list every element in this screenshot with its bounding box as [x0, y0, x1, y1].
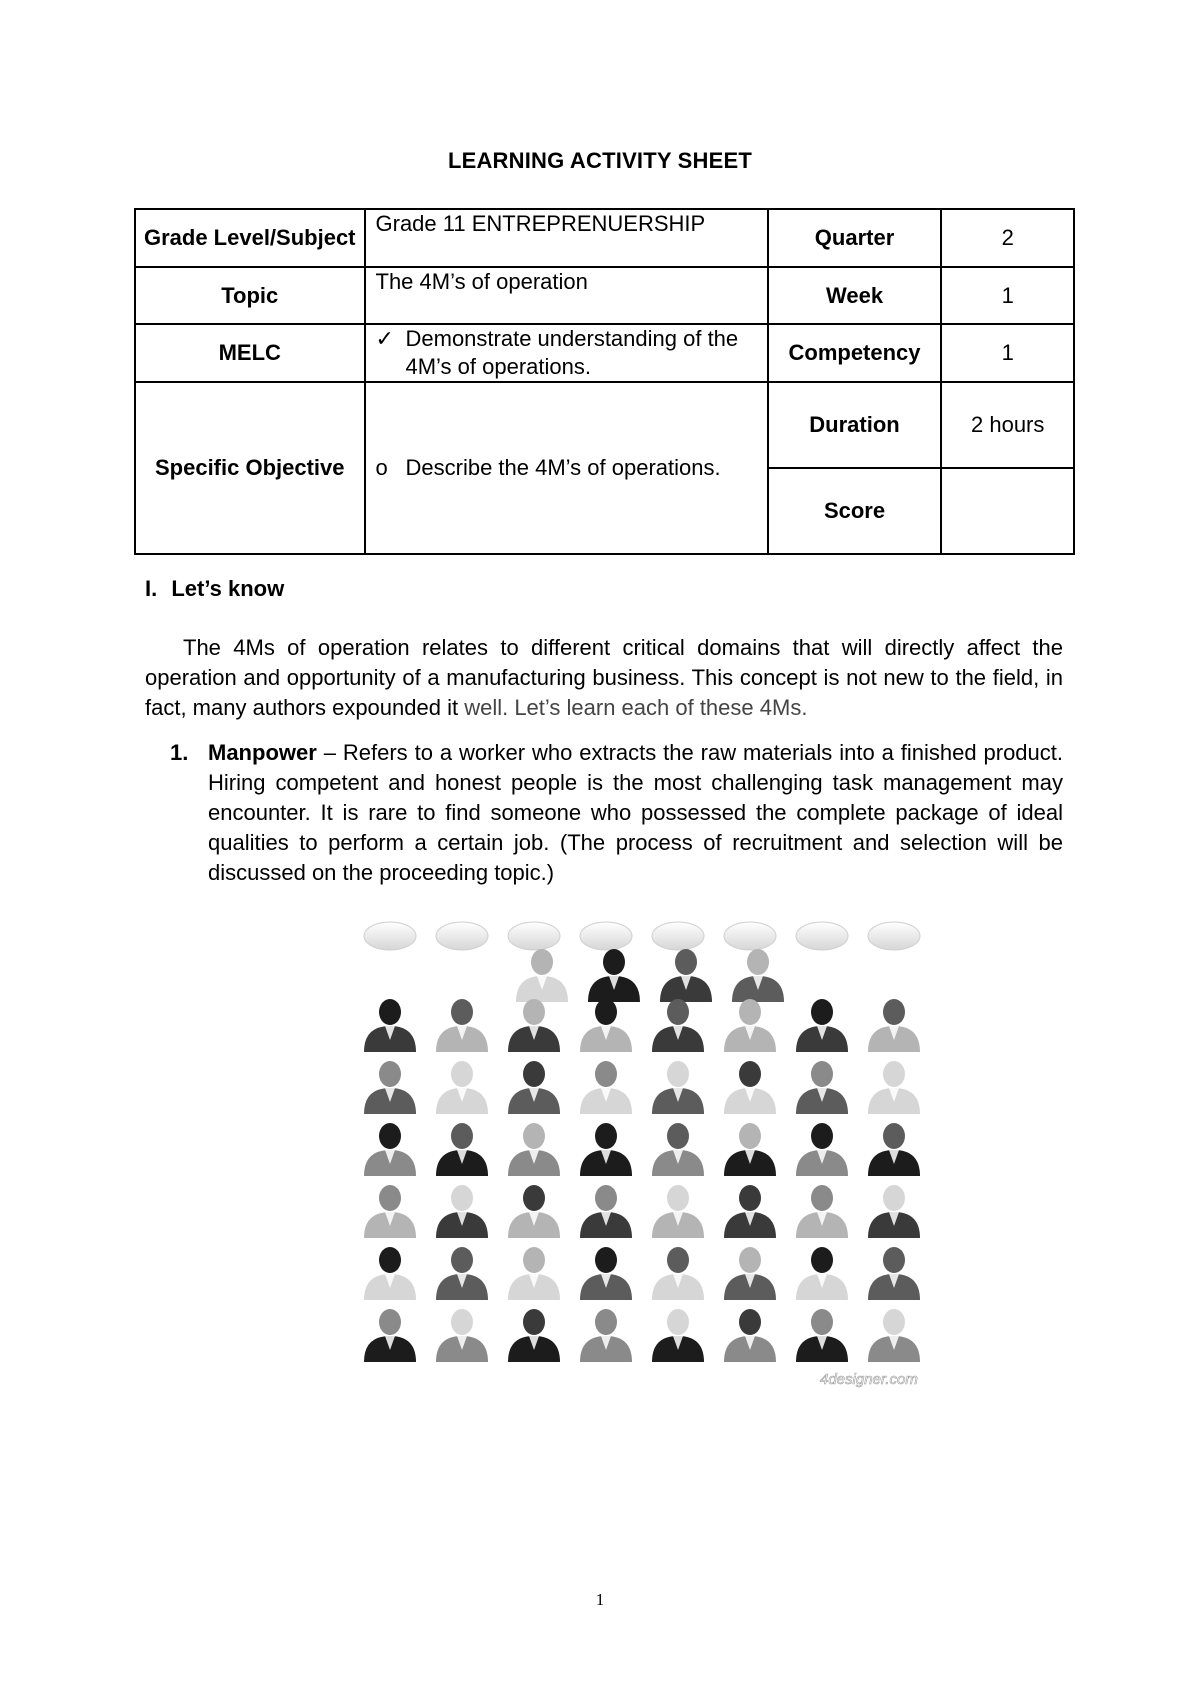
score-value [941, 468, 1074, 554]
speech-bubbles [364, 922, 920, 950]
manpower-illustration [350, 918, 932, 1396]
person-icon [508, 1185, 560, 1238]
person-icon [508, 1061, 560, 1114]
person-icon [436, 1247, 488, 1300]
quarter-value: 2 [941, 209, 1074, 267]
sheet-title: LEARNING ACTIVITY SHEET [447, 148, 753, 173]
person-icon [868, 1185, 920, 1238]
person-icon [868, 1247, 920, 1300]
person-icon [724, 999, 776, 1052]
person-icon [364, 999, 416, 1052]
topic-value: The 4M’s of operation [365, 267, 768, 324]
person-icon [652, 1123, 704, 1176]
person-icon [796, 999, 848, 1052]
person-icon [652, 999, 704, 1052]
person-icon [796, 1185, 848, 1238]
objective-cell [365, 382, 768, 554]
person-icon [652, 1185, 704, 1238]
speech-bubble-icon [868, 922, 920, 950]
score-label: Score [768, 468, 942, 554]
person-icon [364, 1247, 416, 1300]
speech-bubble-icon [724, 922, 776, 950]
grade-label: Grade Level/Subject [135, 209, 365, 267]
person-icon [796, 1123, 848, 1176]
person-icon [868, 1061, 920, 1114]
watermark-text: 4designer.com [820, 1371, 918, 1388]
person-icon [580, 1309, 632, 1362]
person-icon [508, 1247, 560, 1300]
person-icon [868, 1309, 920, 1362]
intro-paragraph [145, 633, 1063, 723]
competency-label: Competency [768, 324, 942, 382]
person-icon [508, 1123, 560, 1176]
section-number: I. [145, 576, 158, 601]
person-icon [364, 1061, 416, 1114]
quarter-label: Quarter [768, 209, 942, 267]
competency-value: 1 [941, 324, 1074, 382]
person-icon [436, 1123, 488, 1176]
person-icon [724, 1247, 776, 1300]
person-icon [652, 1247, 704, 1300]
person-icon [724, 1123, 776, 1176]
person-icon [796, 1247, 848, 1300]
list-body [208, 738, 1063, 888]
info-table [134, 208, 1075, 555]
intro-tail: well. Let’s learn each of these 4Ms. [464, 695, 808, 720]
objective-label: Specific Objective [135, 382, 365, 554]
person-icon [436, 1185, 488, 1238]
circle-bullet-icon: o [375, 455, 388, 480]
person-icon [436, 999, 488, 1052]
person-icon [508, 999, 560, 1052]
list-number: 1. [170, 740, 189, 765]
week-label: Week [768, 267, 942, 324]
person-icon [436, 1309, 488, 1362]
person-icon [588, 949, 640, 1002]
page-number: 1 [595, 1590, 605, 1609]
person-icon [868, 999, 920, 1052]
person-icon [364, 1185, 416, 1238]
person-icon [508, 1309, 560, 1362]
melc-cell [365, 324, 768, 382]
list-text: – Refers to a worker who extracts the raw materials into a finished product. Hiring competent and honest people is the most challenging task management may encounter. It is rare to find someone who possessed the complete package of ideal qualities to perform a certain job. (The process of recruitment and selection will be discussed on the proceeding topic.) [208, 740, 1063, 885]
person-icon [868, 1123, 920, 1176]
person-icon [364, 1309, 416, 1362]
melc-label: MELC [135, 324, 365, 382]
person-icon [732, 949, 784, 1002]
person-icon [724, 1309, 776, 1362]
person-icon [364, 1123, 416, 1176]
intro-text: The 4Ms of operation relates to different critical domains that will directly affect the operation and opportunity of a manufacturing business. This concept is not new to the field, in fact, many authors expounded it [145, 635, 1063, 720]
person-icon [580, 1185, 632, 1238]
person-icon [580, 1247, 632, 1300]
speech-bubble-icon [508, 922, 560, 950]
person-icon [724, 1185, 776, 1238]
list-term: Manpower [208, 740, 317, 765]
people-grid [364, 949, 920, 1362]
speech-bubble-icon [364, 922, 416, 950]
speech-bubble-icon [580, 922, 632, 950]
person-icon [580, 1123, 632, 1176]
check-icon: ✓ [375, 326, 394, 351]
person-icon [724, 1061, 776, 1114]
section-heading [145, 576, 284, 602]
duration-value: 2 hours [941, 382, 1074, 468]
speech-bubble-icon [796, 922, 848, 950]
melc-value: Demonstrate understanding of the 4M’s of operations. [405, 326, 739, 379]
week-value: 1 [941, 267, 1074, 324]
person-icon [436, 1061, 488, 1114]
person-icon [796, 1061, 848, 1114]
person-icon [660, 949, 712, 1002]
objective-value: Describe the 4M’s of operations. [405, 455, 721, 480]
person-icon [580, 1061, 632, 1114]
speech-bubble-icon [436, 922, 488, 950]
duration-label: Duration [768, 382, 942, 468]
speech-bubble-icon [652, 922, 704, 950]
person-icon [580, 999, 632, 1052]
grade-value: Grade 11 ENTREPRENUERSHIP [365, 209, 768, 267]
person-icon [652, 1061, 704, 1114]
section-title: Let’s know [171, 576, 285, 601]
person-icon [796, 1309, 848, 1362]
person-icon [516, 949, 568, 1002]
person-icon [652, 1309, 704, 1362]
list-item [170, 738, 1063, 888]
topic-label: Topic [135, 267, 365, 324]
